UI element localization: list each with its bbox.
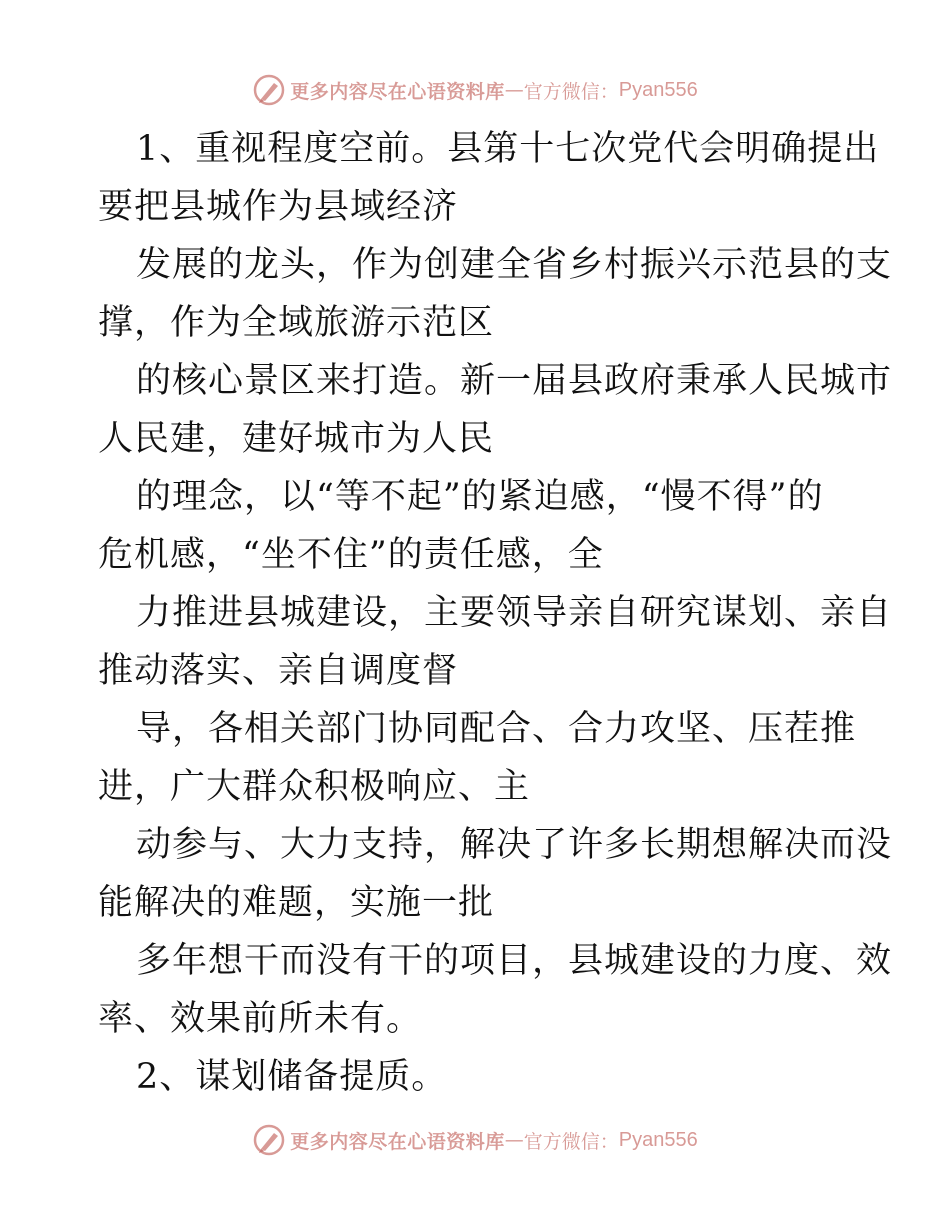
watermark-wechat-label: 官方微信： [523, 80, 619, 103]
text-line: 人民建，建好城市为人民 [98, 419, 495, 459]
watermark-wechat-id: Pyan556 [618, 1128, 698, 1151]
header-watermark [0, 70, 950, 110]
text-line: 撑，作为全域旅游示范区 [98, 303, 495, 343]
text-line: 危机感，“坐不住”的责任感，全 [98, 535, 604, 575]
text-line: 要把县城作为县域经济 [98, 187, 459, 227]
text-line: 动参与、大力支持，解决了许多长期想解决而没 [136, 825, 893, 865]
text-line: 1、重视程度空前。县第十七次党代会明确提出 [136, 129, 880, 169]
footer-watermark [0, 1120, 950, 1160]
pen-logo-icon [252, 73, 286, 107]
text-line: 进，广大群众积极响应、主 [98, 767, 531, 807]
watermark-dash: — [504, 1129, 524, 1151]
watermark-text: 更多内容尽在心语资料库 [290, 80, 505, 103]
watermark-text: 更多内容尽在心语资料库 [290, 1130, 505, 1153]
text-line: 多年想干而没有干的项目，县城建设的力度、效 [136, 941, 893, 981]
text-line: 导，各相关部门协同配合、合力攻坚、压茬推 [136, 709, 857, 749]
watermark-wechat-label: 官方微信： [523, 1130, 619, 1153]
text-line: 2、谋划储备提质。 [136, 1057, 448, 1097]
text-line: 的核心景区来打造。新一届县政府秉承人民城市 [136, 361, 893, 401]
pen-logo-icon [252, 1123, 286, 1157]
text-line: 力推进县城建设，主要领导亲自研究谋划、亲自 [136, 593, 893, 633]
watermark-dash: — [504, 79, 524, 101]
watermark-wechat-id: Pyan556 [618, 78, 698, 101]
text-line: 发展的龙头，作为创建全省乡村振兴示范县的支 [136, 245, 893, 285]
text-line: 的理念，以“等不起”的紧迫感，“慢不得”的 [136, 477, 824, 517]
text-line: 能解决的难题，实施一批 [98, 883, 495, 923]
document-body [98, 120, 893, 1106]
text-line: 率、效果前所未有。 [98, 999, 423, 1039]
text-line: 推动落实、亲自调度督 [98, 651, 459, 691]
